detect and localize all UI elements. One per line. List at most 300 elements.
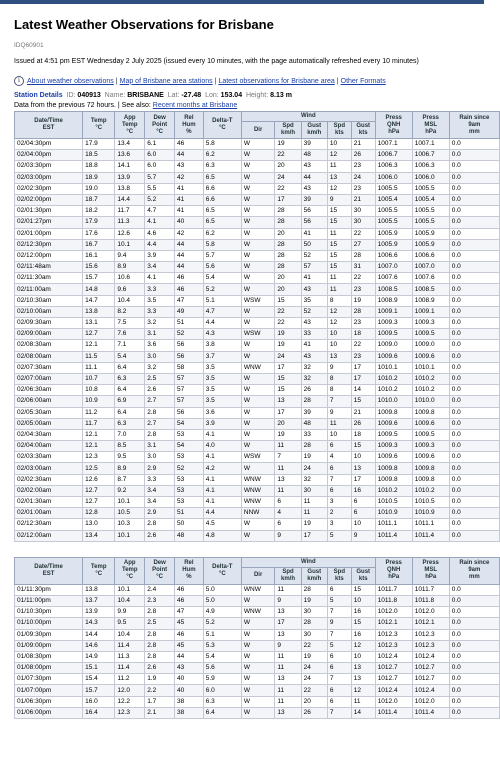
table-cell: 6.3: [203, 696, 241, 707]
header-wind-spd-kmh: Spd km/h: [275, 122, 301, 139]
table-cell: 1011.7: [375, 584, 412, 595]
table-cell: 17: [351, 362, 375, 373]
table-cell: 15: [327, 262, 351, 273]
table-cell: 0.0: [449, 407, 499, 418]
table-cell: 0.0: [449, 595, 499, 606]
table-cell: 6.0: [203, 685, 241, 696]
table-cell: 10.5: [115, 508, 145, 519]
table-cell: 14.4: [115, 194, 145, 205]
table-cell: 12.7: [83, 485, 115, 496]
table-cell: 0.0: [449, 351, 499, 362]
table-cell: 0.0: [449, 239, 499, 250]
table-cell: 1012.0: [375, 696, 412, 707]
table-cell: W: [241, 707, 274, 718]
table-cell: 22: [275, 150, 301, 161]
table-row: [15, 161, 500, 172]
table-cell: 14.3: [83, 618, 115, 629]
table-cell: 43: [175, 161, 204, 172]
table-cell: 1009.6: [412, 452, 449, 463]
table-cell: 1009.8: [412, 474, 449, 485]
table-cell: 1009.6: [375, 351, 412, 362]
table-cell: 11.3: [115, 651, 145, 662]
table-cell: 10.1: [115, 497, 145, 508]
table-cell: 3.7: [203, 351, 241, 362]
table-cell: 1005.4: [412, 194, 449, 205]
links-row: [14, 76, 484, 86]
table-cell: 6.0: [145, 150, 175, 161]
table-cell: 2.5: [145, 373, 175, 384]
table-cell: 02/01:00pm: [15, 228, 83, 239]
table-cell: 3.4: [145, 485, 175, 496]
table-cell: 4.9: [203, 607, 241, 618]
header-rel-hum: Rel Hum %: [175, 557, 204, 584]
table-cell: W: [241, 407, 274, 418]
table-cell: 8.7: [115, 474, 145, 485]
table-cell: 26: [351, 418, 375, 429]
table-cell: 4: [327, 452, 351, 463]
table-cell: 48: [301, 418, 327, 429]
table-cell: 19: [301, 519, 327, 530]
table-cell: 32: [301, 362, 327, 373]
table-cell: 1007.6: [375, 273, 412, 284]
table-row: [15, 340, 500, 351]
table-cell: 4.1: [203, 452, 241, 463]
table-cell: 02/01:30pm: [15, 206, 83, 217]
table-cell: 28: [351, 306, 375, 317]
table-cell: 0.0: [449, 707, 499, 718]
table-cell: 11.7: [83, 418, 115, 429]
table-cell: 1012.7: [375, 663, 412, 674]
table-cell: 02/03:30am: [15, 452, 83, 463]
table-cell: 4.1: [203, 474, 241, 485]
table-cell: 5.6: [203, 262, 241, 273]
table-cell: 52: [301, 306, 327, 317]
table-cell: 02/04:30am: [15, 429, 83, 440]
table-cell: 22: [301, 685, 327, 696]
table-cell: 22: [275, 306, 301, 317]
table-cell: 3.3: [145, 306, 175, 317]
table-cell: 41: [175, 206, 204, 217]
table-cell: 8.9: [115, 262, 145, 273]
table-cell: 8: [327, 385, 351, 396]
table-cell: 30: [301, 629, 327, 640]
table-row: [15, 497, 500, 508]
table-cell: 7.5: [115, 318, 145, 329]
table-cell: 43: [301, 318, 327, 329]
table-cell: 4.1: [203, 497, 241, 508]
table-cell: 24: [301, 663, 327, 674]
table-cell: 43: [301, 284, 327, 295]
header-dew-point: Dew Point °C: [145, 112, 175, 139]
map-stations-link[interactable]: Map of Brisbane area stations: [119, 77, 213, 85]
recent-months-link[interactable]: Recent months at Brisbane: [152, 102, 238, 109]
table-cell: 9.2: [115, 485, 145, 496]
info-icon: i: [14, 76, 24, 86]
table-cell: 10.1: [115, 530, 145, 541]
table-cell: 38: [175, 696, 204, 707]
table-cell: 14: [351, 385, 375, 396]
observations-table-1: [14, 111, 500, 542]
table-cell: 5.8: [203, 239, 241, 250]
table-cell: 24: [275, 351, 301, 362]
table-cell: 10: [327, 139, 351, 150]
table-cell: 7: [327, 707, 351, 718]
table-cell: 10.4: [115, 629, 145, 640]
table-cell: 02/10:30am: [15, 295, 83, 306]
table-cell: 1010.2: [412, 385, 449, 396]
table-cell: 4.7: [145, 206, 175, 217]
table-row: [15, 519, 500, 530]
table-cell: 35: [301, 295, 327, 306]
header-wind: Wind: [241, 112, 375, 122]
table-cell: 39: [301, 407, 327, 418]
station-lon: 153.04: [220, 92, 243, 99]
table-row: [15, 629, 500, 640]
table-cell: 12.1: [83, 429, 115, 440]
about-observations-link[interactable]: About weather observations: [27, 77, 114, 85]
table-cell: 16: [351, 607, 375, 618]
table-cell: 5.0: [203, 595, 241, 606]
table-row: [15, 172, 500, 183]
table-row: [15, 463, 500, 474]
table-cell: 5.7: [145, 172, 175, 183]
table-cell: 3.0: [145, 452, 175, 463]
table-cell: 19: [351, 295, 375, 306]
table-cell: 19: [301, 595, 327, 606]
table-cell: 18: [351, 329, 375, 340]
table-cell: WNW: [241, 584, 274, 595]
table-cell: 13: [351, 674, 375, 685]
table-cell: 4.1: [203, 429, 241, 440]
header-wind-spd-kts: Spd kts: [327, 122, 351, 139]
table-cell: 23: [351, 351, 375, 362]
table-cell: 7: [327, 396, 351, 407]
table-cell: 5.0: [203, 584, 241, 595]
table-cell: 7: [327, 474, 351, 485]
table-cell: 52: [175, 463, 204, 474]
table-cell: 2.8: [145, 407, 175, 418]
table-cell: 8.5: [115, 441, 145, 452]
table-cell: 5.4: [115, 351, 145, 362]
table-cell: 19: [301, 651, 327, 662]
table-cell: 3.9: [203, 418, 241, 429]
table-cell: 6: [351, 497, 375, 508]
table-cell: 0.0: [449, 640, 499, 651]
table-cell: 15.1: [83, 663, 115, 674]
table-row: [15, 441, 500, 452]
table-cell: 18.8: [83, 161, 115, 172]
table-cell: 15: [327, 217, 351, 228]
table-cell: W: [241, 418, 274, 429]
product-id: IDQ60901: [14, 42, 44, 49]
table-row: [15, 150, 500, 161]
table-cell: 1010.2: [375, 373, 412, 384]
table-cell: 4.0: [203, 441, 241, 452]
table-cell: 16.4: [83, 707, 115, 718]
table-cell: W: [241, 530, 274, 541]
table-cell: W: [241, 618, 274, 629]
table-row: [15, 318, 500, 329]
table-cell: W: [241, 150, 274, 161]
table-cell: 17: [275, 407, 301, 418]
table-cell: 1010.2: [375, 485, 412, 496]
table-cell: 45: [175, 640, 204, 651]
table-cell: W: [241, 663, 274, 674]
table-cell: WSW: [241, 452, 274, 463]
table-cell: 16.1: [83, 250, 115, 261]
table-cell: 7: [327, 629, 351, 640]
table-cell: 9: [275, 530, 301, 541]
table-cell: 2.5: [145, 618, 175, 629]
table-cell: 1005.9: [412, 239, 449, 250]
table-cell: 6: [327, 463, 351, 474]
table-cell: 2.9: [145, 463, 175, 474]
table-cell: 15: [275, 373, 301, 384]
table-cell: 02/11:30am: [15, 273, 83, 284]
table-cell: 9.5: [115, 452, 145, 463]
table-cell: 02/11:48am: [15, 262, 83, 273]
table-cell: 12.8: [83, 508, 115, 519]
table-cell: 11.5: [83, 351, 115, 362]
table-cell: W: [241, 161, 274, 172]
table-row: [15, 640, 500, 651]
table-cell: 30: [301, 607, 327, 618]
header-app-temp: App Temp °C: [115, 112, 145, 139]
table-cell: 46: [175, 595, 204, 606]
table-row: [15, 183, 500, 194]
table-cell: 1005.5: [375, 217, 412, 228]
table-cell: 51: [175, 318, 204, 329]
table-cell: 15: [327, 250, 351, 261]
table-cell: 6.3: [115, 418, 145, 429]
table-cell: 43: [301, 351, 327, 362]
table-cell: 41: [301, 273, 327, 284]
header-datetime: Date/Time EST: [15, 112, 83, 139]
table-cell: 1012.3: [375, 640, 412, 651]
table-cell: 2.6: [145, 530, 175, 541]
table-cell: 18.7: [83, 194, 115, 205]
table-cell: 22: [301, 640, 327, 651]
table-cell: 1012.0: [412, 696, 449, 707]
table-cell: 40: [175, 674, 204, 685]
table-cell: 0.0: [449, 463, 499, 474]
table-cell: 0.0: [449, 497, 499, 508]
table-cell: 0.0: [449, 161, 499, 172]
table-row: [15, 618, 500, 629]
table-cell: 9: [275, 640, 301, 651]
table-cell: 14.1: [115, 161, 145, 172]
table-cell: 16: [351, 485, 375, 496]
header-rain: Rain since 9am mm: [449, 557, 499, 584]
table-cell: 11: [275, 696, 301, 707]
header-dew-point: Dew Point °C: [145, 557, 175, 584]
table-row: [15, 508, 500, 519]
table-row: [15, 651, 500, 662]
table-cell: 48: [175, 530, 204, 541]
table-cell: 12.7: [83, 497, 115, 508]
table-cell: 0.0: [449, 362, 499, 373]
table-cell: 02/12:00pm: [15, 250, 83, 261]
table-cell: WSW: [241, 329, 274, 340]
table-cell: 58: [175, 362, 204, 373]
table-cell: 02/03:30pm: [15, 161, 83, 172]
table-cell: 1007.1: [412, 139, 449, 150]
table-row: [15, 607, 500, 618]
table-cell: 9: [327, 362, 351, 373]
table-cell: 0.0: [449, 228, 499, 239]
table-cell: 15.7: [83, 685, 115, 696]
table-cell: W: [241, 629, 274, 640]
table-cell: 43: [301, 161, 327, 172]
table-row: [15, 329, 500, 340]
table-cell: 0.0: [449, 284, 499, 295]
table-cell: 02/01:00am: [15, 508, 83, 519]
table-cell: 0.0: [449, 418, 499, 429]
table-cell: 7: [327, 674, 351, 685]
table-cell: 20: [275, 228, 301, 239]
table-cell: 3: [327, 497, 351, 508]
table-cell: 12: [327, 318, 351, 329]
table-cell: 1010.0: [412, 396, 449, 407]
table-cell: 02/06:30am: [15, 385, 83, 396]
header-press-msl: Press MSL hPa: [412, 557, 449, 584]
table-cell: 14.4: [83, 629, 115, 640]
table-cell: 26: [301, 707, 327, 718]
table-cell: 18.5: [83, 150, 115, 161]
table-cell: NNW: [241, 508, 274, 519]
table-cell: 12: [351, 640, 375, 651]
table-cell: 17: [275, 194, 301, 205]
table-cell: 23: [351, 183, 375, 194]
table-row: [15, 696, 500, 707]
table-cell: 24: [301, 463, 327, 474]
table-cell: 6: [327, 696, 351, 707]
table-cell: 3.9: [145, 250, 175, 261]
table-row: [15, 396, 500, 407]
latest-observations-link[interactable]: Latest observations for Brisbane area: [218, 77, 335, 85]
other-formats-link[interactable]: Other Formats: [340, 77, 386, 85]
table-cell: 11: [275, 663, 301, 674]
table-cell: 4: [275, 508, 301, 519]
table-cell: 1010.1: [412, 362, 449, 373]
table-cell: 1010.1: [375, 362, 412, 373]
table-cell: 7: [327, 607, 351, 618]
table-cell: 12.5: [83, 463, 115, 474]
table-cell: 17: [351, 373, 375, 384]
table-cell: 1009.3: [375, 318, 412, 329]
station-lat: -27.48: [181, 92, 202, 99]
table-cell: 56: [301, 206, 327, 217]
table-cell: 1012.3: [412, 640, 449, 651]
table-cell: 14: [351, 707, 375, 718]
observation-tables: [14, 111, 490, 719]
table-cell: 12: [327, 150, 351, 161]
header-delta-t: Delta-T °C: [203, 557, 241, 584]
table-cell: 5.2: [145, 194, 175, 205]
table-cell: 1010.2: [412, 373, 449, 384]
table-cell: 30: [301, 485, 327, 496]
table-cell: W: [241, 172, 274, 183]
table-cell: 13.9: [115, 172, 145, 183]
table-cell: 44: [175, 651, 204, 662]
table-cell: 3: [327, 519, 351, 530]
link-separator: |: [214, 77, 217, 85]
table-cell: 1005.5: [412, 206, 449, 217]
table-cell: 1012.3: [412, 629, 449, 640]
data-note: Data from the previous 72 hours. | See also: Recent months at Brisbane: [14, 102, 238, 109]
table-cell: 3.3: [145, 474, 175, 485]
table-cell: 7.6: [115, 329, 145, 340]
table-cell: 2.1: [145, 707, 175, 718]
table-cell: 41: [175, 194, 204, 205]
table-cell: 12: [327, 183, 351, 194]
table-cell: W: [241, 351, 274, 362]
header-delta-t: Delta-T °C: [203, 112, 241, 139]
table-cell: 3.6: [203, 407, 241, 418]
table-row: [15, 530, 500, 541]
table-cell: W: [241, 273, 274, 284]
table-row: [15, 250, 500, 261]
table-cell: 4.4: [203, 318, 241, 329]
page-content: [0, 17, 490, 719]
table-cell: 3.5: [203, 362, 241, 373]
table-cell: 7: [275, 452, 301, 463]
table-cell: 0.0: [449, 150, 499, 161]
table-cell: 52: [175, 329, 204, 340]
table-cell: 19: [275, 340, 301, 351]
table-cell: 9: [327, 618, 351, 629]
table-row: [15, 284, 500, 295]
table-cell: 02/04:30pm: [15, 139, 83, 150]
header-wind-dir: Dir: [241, 567, 274, 584]
table-cell: 02/02:00am: [15, 485, 83, 496]
table-cell: 19: [275, 329, 301, 340]
table-cell: 13: [327, 351, 351, 362]
table-cell: 3.2: [145, 362, 175, 373]
table-cell: WNW: [241, 474, 274, 485]
table-cell: 7.1: [115, 340, 145, 351]
table-cell: 15.6: [83, 262, 115, 273]
table-cell: 32: [301, 373, 327, 384]
table-cell: 14.8: [83, 284, 115, 295]
table-cell: 13: [275, 396, 301, 407]
table-cell: 6: [327, 651, 351, 662]
table-cell: 2.2: [145, 685, 175, 696]
table-cell: 15: [327, 239, 351, 250]
table-cell: 0.0: [449, 663, 499, 674]
table-cell: 02/12:30pm: [15, 239, 83, 250]
table-cell: 53: [175, 497, 204, 508]
table-cell: 4.8: [203, 530, 241, 541]
table-cell: 01/11:00pm: [15, 595, 83, 606]
table-cell: 57: [175, 396, 204, 407]
table-row: [15, 407, 500, 418]
table-cell: 1009.8: [412, 463, 449, 474]
table-cell: 1012.4: [375, 685, 412, 696]
table-cell: 5.3: [203, 640, 241, 651]
table-cell: 6.4: [115, 362, 145, 373]
table-cell: 1.9: [145, 674, 175, 685]
table-cell: 27: [351, 239, 375, 250]
table-cell: 12.0: [115, 685, 145, 696]
table-cell: 6: [275, 519, 301, 530]
table-cell: 56: [175, 340, 204, 351]
table-cell: 56: [175, 407, 204, 418]
table-row: [15, 674, 500, 685]
table-cell: 1010.9: [375, 508, 412, 519]
table-cell: 38: [175, 707, 204, 718]
table-cell: W: [241, 429, 274, 440]
